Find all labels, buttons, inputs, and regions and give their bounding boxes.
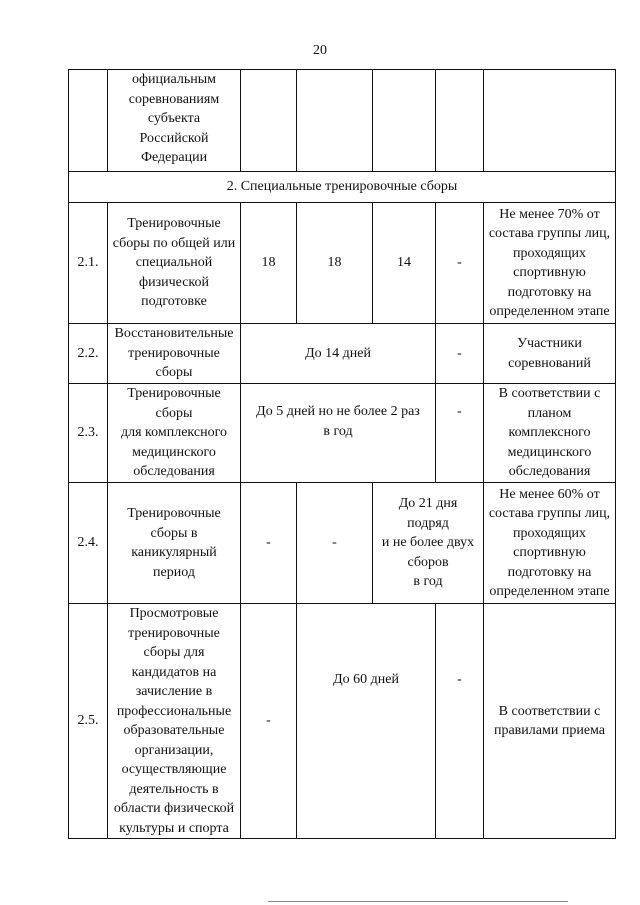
cell-num [69, 70, 108, 172]
training-camps-table [68, 69, 616, 839]
cell-name: официальным соревнованиям субъекта Российской Федерации [108, 70, 241, 172]
camp-name: Тренировочные сборы по общей или специальной физической подготовке [108, 203, 241, 324]
cell-requirement: В соответствии с планом комплексного медицинского обследования [484, 384, 616, 483]
cell-requirement: Участники соревнований [484, 324, 616, 384]
cell-duration: До 60 дней [297, 604, 436, 839]
row-number: 2.5. [69, 604, 108, 839]
table-row [69, 384, 616, 483]
camp-name: Тренировочные сборы для комплексного медицинского обследования [108, 384, 241, 483]
cell-value: - [241, 483, 297, 604]
cell-value: - [436, 384, 484, 483]
scan-edge-line [268, 901, 568, 902]
cell-requirement: В соответствии с правилами приема [484, 604, 616, 839]
cell-duration: До 5 дней но не более 2 раз в год [241, 384, 436, 483]
page-number: 20 [313, 43, 327, 58]
cell-empty [436, 70, 484, 172]
table-row [69, 324, 616, 384]
cell-value: - [297, 483, 373, 604]
row-number: 2.3. [69, 384, 108, 483]
cell-value: - [436, 203, 484, 324]
cell-requirement: Не менее 70% от состава группы лиц, проходящих спортивную подготовку на определенном этапе [484, 203, 616, 324]
cell-value: - [241, 604, 297, 839]
cell-duration: До 14 дней [241, 324, 436, 384]
camp-name: Восстановительные тренировочные сборы [108, 324, 241, 384]
row-number: 2.1. [69, 203, 108, 324]
cell-empty [484, 70, 616, 172]
cell-value: 18 [241, 203, 297, 324]
row-number: 2.4. [69, 483, 108, 604]
table-row [69, 604, 616, 839]
cell-empty [297, 70, 373, 172]
table-row [69, 483, 616, 604]
cell-value: 18 [297, 203, 373, 324]
camp-name: Просмотровые тренировочные сборы для кандидатов на зачисление в профессиональные образовательные организации, осуществляющие деятельность в области физической культуры и спорта [108, 604, 241, 839]
cell-value: 14 [373, 203, 436, 324]
table-row-continued [69, 70, 616, 172]
row-number: 2.2. [69, 324, 108, 384]
cell-requirement: Не менее 60% от состава группы лиц, проходящих спортивную подготовку на определенном этапе [484, 483, 616, 604]
cell-value: - [436, 324, 484, 384]
table-row [69, 203, 616, 324]
cell-empty [241, 70, 297, 172]
camp-name: Тренировочные сборы в каникулярный период [108, 483, 241, 604]
cell-value: - [436, 604, 484, 839]
section-header-row [69, 172, 616, 203]
section-title: 2. Специальные тренировочные сборы [69, 172, 616, 203]
cell-duration: До 21 дня подряд и не более двух сборов в год [373, 483, 484, 604]
cell-empty [373, 70, 436, 172]
